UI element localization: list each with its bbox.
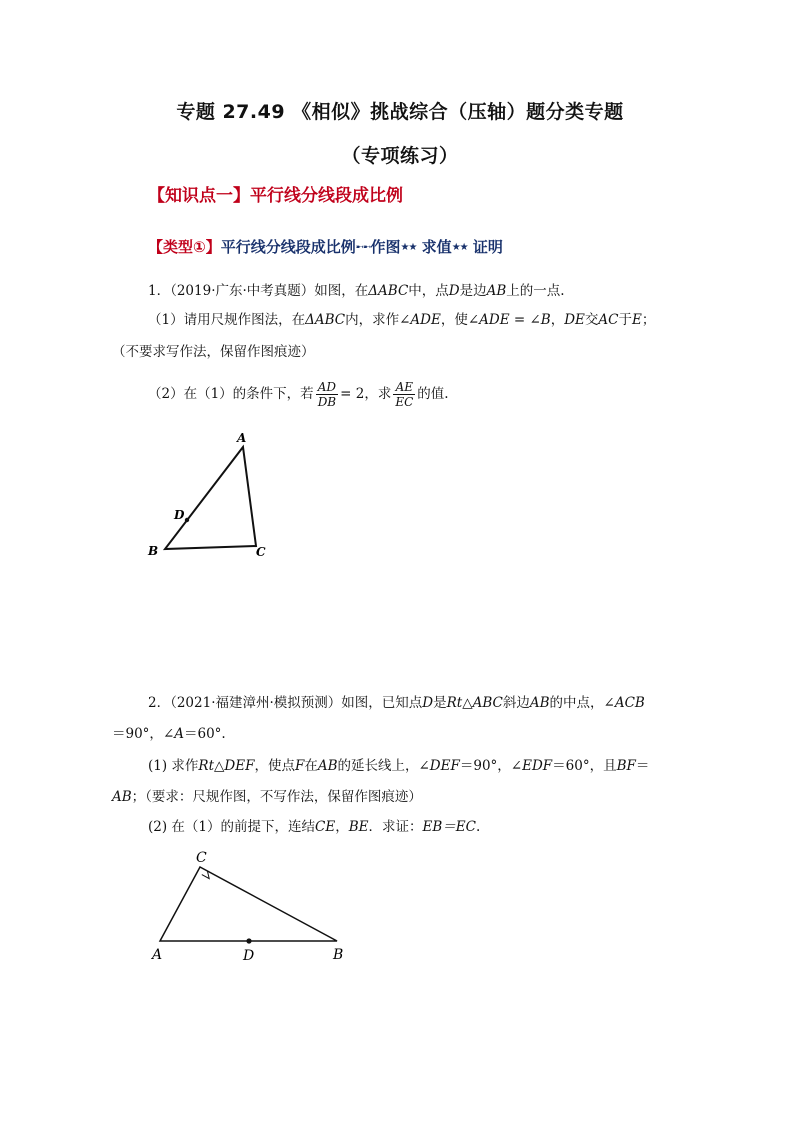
label-c: C [196,850,207,866]
right-angle-mark [202,871,209,879]
fraction-ad-db: $\frac{AD}{DB}$ [317,380,337,409]
type-item-prove: 证明 [472,238,503,256]
problem2-line5: (2) 在（1）的前提下，连结CE，BE．求证：EB＝EC. [148,819,481,835]
problem1-line1: 1．（2019·广东·中考真题）如图，在ΔABC中，点D是边AB上的一点. [148,283,565,299]
type-item-construct: 作图 [370,238,401,256]
fraction-ae-ec: $\frac{AE}{EC}$ [395,380,414,409]
right-triangle-abc-figure [140,845,370,970]
point-d [246,938,251,943]
problem2-line3: (1) 求作Rt△DEF，使点F在AB的延长线上，∠DEF＝90°，∠EDF＝60°，且BF＝ [148,758,650,774]
problem2-line4: AB；（要求：尺规作图，不写作法，保留作图痕迹） [112,789,422,805]
type-item-compute: 求值 [421,238,452,256]
problem2-line2: ＝90°，∠A＝60°. [112,726,226,742]
problem1-line4: （2）在（1）的条件下，若 $\frac{AD}{DB}$ = 2，求 $\frac{AE}{EC}$ 的值. [148,380,449,409]
page-subtitle: （专项练习） [341,145,459,167]
label-c: C [256,545,266,559]
point-d [185,518,189,522]
label-a: A [152,947,163,963]
knowledge-point-heading: 【知识点一】平行线分线段成比例 [148,186,403,206]
star-icon: ★★ [451,242,468,253]
type-topic: 平行线分线段成比例 [220,238,356,256]
type-tag: 【类型①】 [148,238,221,256]
label-b: B [148,544,159,558]
triangle-outline [160,867,337,941]
label-a: A [237,431,247,445]
type-heading [148,236,503,257]
problem1-line2: （1）请用尺规作图法，在ΔABC内，求作∠ADE，使∠ADE = ∠B，DE交AC于E； [148,312,656,328]
triangle-outline [165,447,256,549]
star-icon: ★★ [400,242,417,253]
label-b: B [333,947,344,963]
problem2-line1: 2．（2021·福建漳州·模拟预测）如图，已知点D是Rt△ABC斜边AB的中点，∠ACB [148,695,645,711]
triangle-abc-figure [140,425,290,565]
page-title: 专题 27.49 《相似》挑战综合（压轴）题分类专题 [176,101,624,123]
label-d: D [243,948,255,964]
arrow-icon: ➸➸ [355,242,371,253]
label-d: D [174,508,185,522]
problem1-line3: （不要求写作法，保留作图痕迹） [112,344,315,360]
